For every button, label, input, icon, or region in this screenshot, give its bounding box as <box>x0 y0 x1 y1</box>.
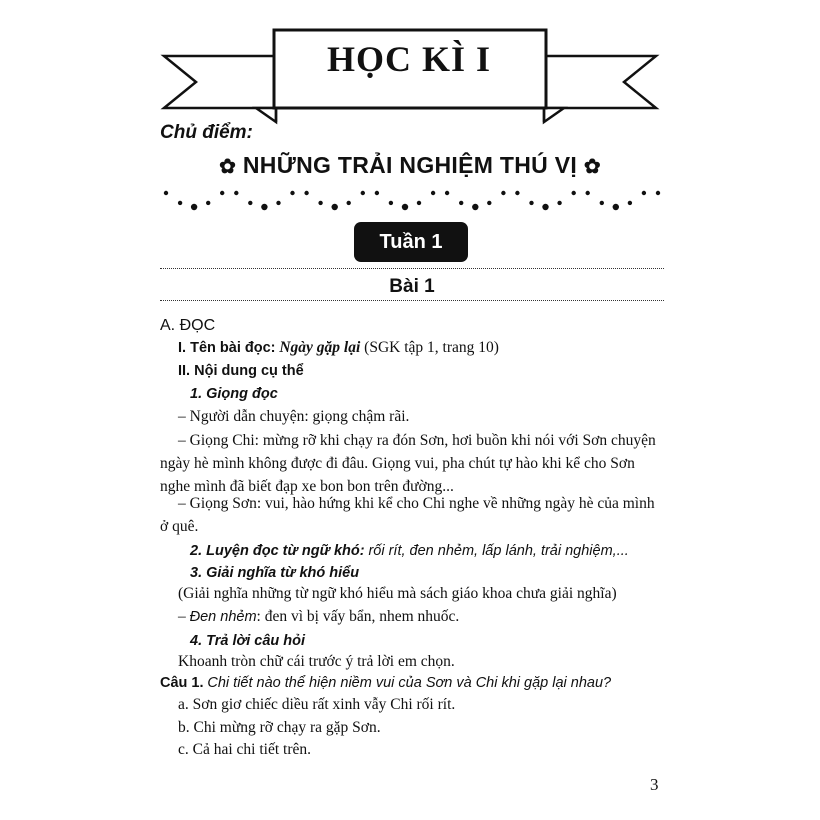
border-dot <box>445 191 449 195</box>
border-dot <box>361 191 365 195</box>
reading-title-ref: (SGK tập 1, trang 10) <box>364 339 499 356</box>
voice-chi-3: nghe mình đã biết đạp xe bon bon trên đường... <box>160 478 454 495</box>
border-dot <box>472 204 478 210</box>
topic-title <box>160 152 660 179</box>
border-dot <box>613 204 619 210</box>
question-1 <box>160 673 611 693</box>
voice-chi-2: ngày hè mình không được đi đâu. Giọng vui, pha chút tự hào khi kể cho Sơn <box>160 455 635 472</box>
divider <box>160 300 664 301</box>
border-dot <box>586 191 590 195</box>
border-dot <box>431 191 435 195</box>
border-dot <box>375 191 379 195</box>
voice-son-1: – Giọng Sơn: vui, hào hứng khi kể cho Chi nghe về những ngày hè của mình <box>178 495 655 512</box>
section-a-heading: A. ĐỌC <box>160 317 216 334</box>
border-dot <box>656 191 660 195</box>
border-dot <box>389 201 393 205</box>
flower-icon: ✿ <box>583 156 601 178</box>
divider <box>160 268 664 269</box>
border-dot <box>529 201 533 205</box>
option-b: b. Chi mừng rỡ chạy ra gặp Sơn. <box>178 719 381 736</box>
voice-heading: 1. Giọng đọc <box>190 386 278 402</box>
voice-chi-1: – Giọng Chi: mừng rỡ khi chạy ra đón Sơn, hơi buồn khi nói với Sơn chuyện <box>178 432 656 449</box>
reading-title-value: Ngày gặp lại <box>279 339 361 356</box>
explain-term: Đen nhẻm <box>189 609 257 625</box>
border-dot <box>318 201 322 205</box>
topic-title-text: NHỮNG TRẢI NGHIỆM THÚ VỊ <box>242 152 578 178</box>
border-dot <box>304 191 308 195</box>
border-dot <box>261 204 267 210</box>
border-dot <box>347 201 351 205</box>
content-heading: II. Nội dung cụ thể <box>178 363 304 379</box>
practice-heading: 2. Luyện đọc từ ngữ khó: <box>190 543 365 559</box>
voice-narrator: – Người dẫn chuyện: giọng chậm rãi. <box>178 408 410 425</box>
practice-line <box>190 541 629 561</box>
border-dot <box>276 201 280 205</box>
border-dot <box>459 201 463 205</box>
reading-title-line <box>178 338 499 358</box>
lesson-title: Bài 1 <box>389 276 435 297</box>
border-dot <box>206 201 210 205</box>
border-dot <box>417 201 421 205</box>
banner-title: HỌC KÌ I <box>326 39 492 79</box>
border-dot <box>234 191 238 195</box>
border-dot <box>542 204 548 210</box>
practice-words: rối rít, đen nhẻm, lấp lánh, trải nghiệm,... <box>368 543 629 559</box>
border-dot <box>515 191 519 195</box>
border-dot <box>178 201 182 205</box>
border-dot <box>248 201 252 205</box>
reading-title-label: I. Tên bài đọc: <box>178 340 276 356</box>
border-dot <box>487 201 491 205</box>
flower-icon: ✿ <box>219 156 237 178</box>
explain-note: (Giải nghĩa những từ ngữ khó hiểu mà sách giáo khoa chưa giải nghĩa) <box>178 585 617 602</box>
option-c: c. Cả hai chi tiết trên. <box>178 741 311 758</box>
explain-term-line: – Đen nhẻm: đen vì bị vấy bẩn, nhem nhuốc. <box>178 608 460 625</box>
border-dot <box>220 191 224 195</box>
question-1-label: Câu 1. <box>160 675 204 691</box>
explain-heading: 3. Giải nghĩa từ khó hiểu <box>190 565 360 581</box>
border-dot <box>290 191 294 195</box>
answer-instruction: Khoanh tròn chữ cái trước ý trả lời em chọn. <box>178 653 455 670</box>
explain-definition: : đen vì bị vấy bẩn, nhem nhuốc. <box>256 608 460 625</box>
border-dot <box>402 204 408 210</box>
question-1-text: Chi tiết nào thể hiện niềm vui của Sơn và Chi khi gặp lại nhau? <box>207 675 612 691</box>
border-dot <box>600 201 604 205</box>
border-dot <box>642 191 646 195</box>
border-dot <box>501 191 505 195</box>
border-dot <box>628 201 632 205</box>
border-dot <box>164 191 168 195</box>
topic-label: Chủ điểm: <box>160 122 253 143</box>
border-dot <box>191 204 197 210</box>
option-a: a. Sơn giơ chiếc diều rất xinh vẫy Chi rối rít. <box>178 696 456 713</box>
week-badge: Tuần 1 <box>354 222 468 262</box>
border-dot <box>557 201 561 205</box>
voice-son-2: ở quê. <box>160 518 199 535</box>
dot-border <box>160 186 664 212</box>
answer-heading: 4. Trả lời câu hỏi <box>190 633 306 649</box>
border-dot <box>572 191 576 195</box>
border-dot <box>332 204 338 210</box>
page-number: 3 <box>650 775 659 794</box>
